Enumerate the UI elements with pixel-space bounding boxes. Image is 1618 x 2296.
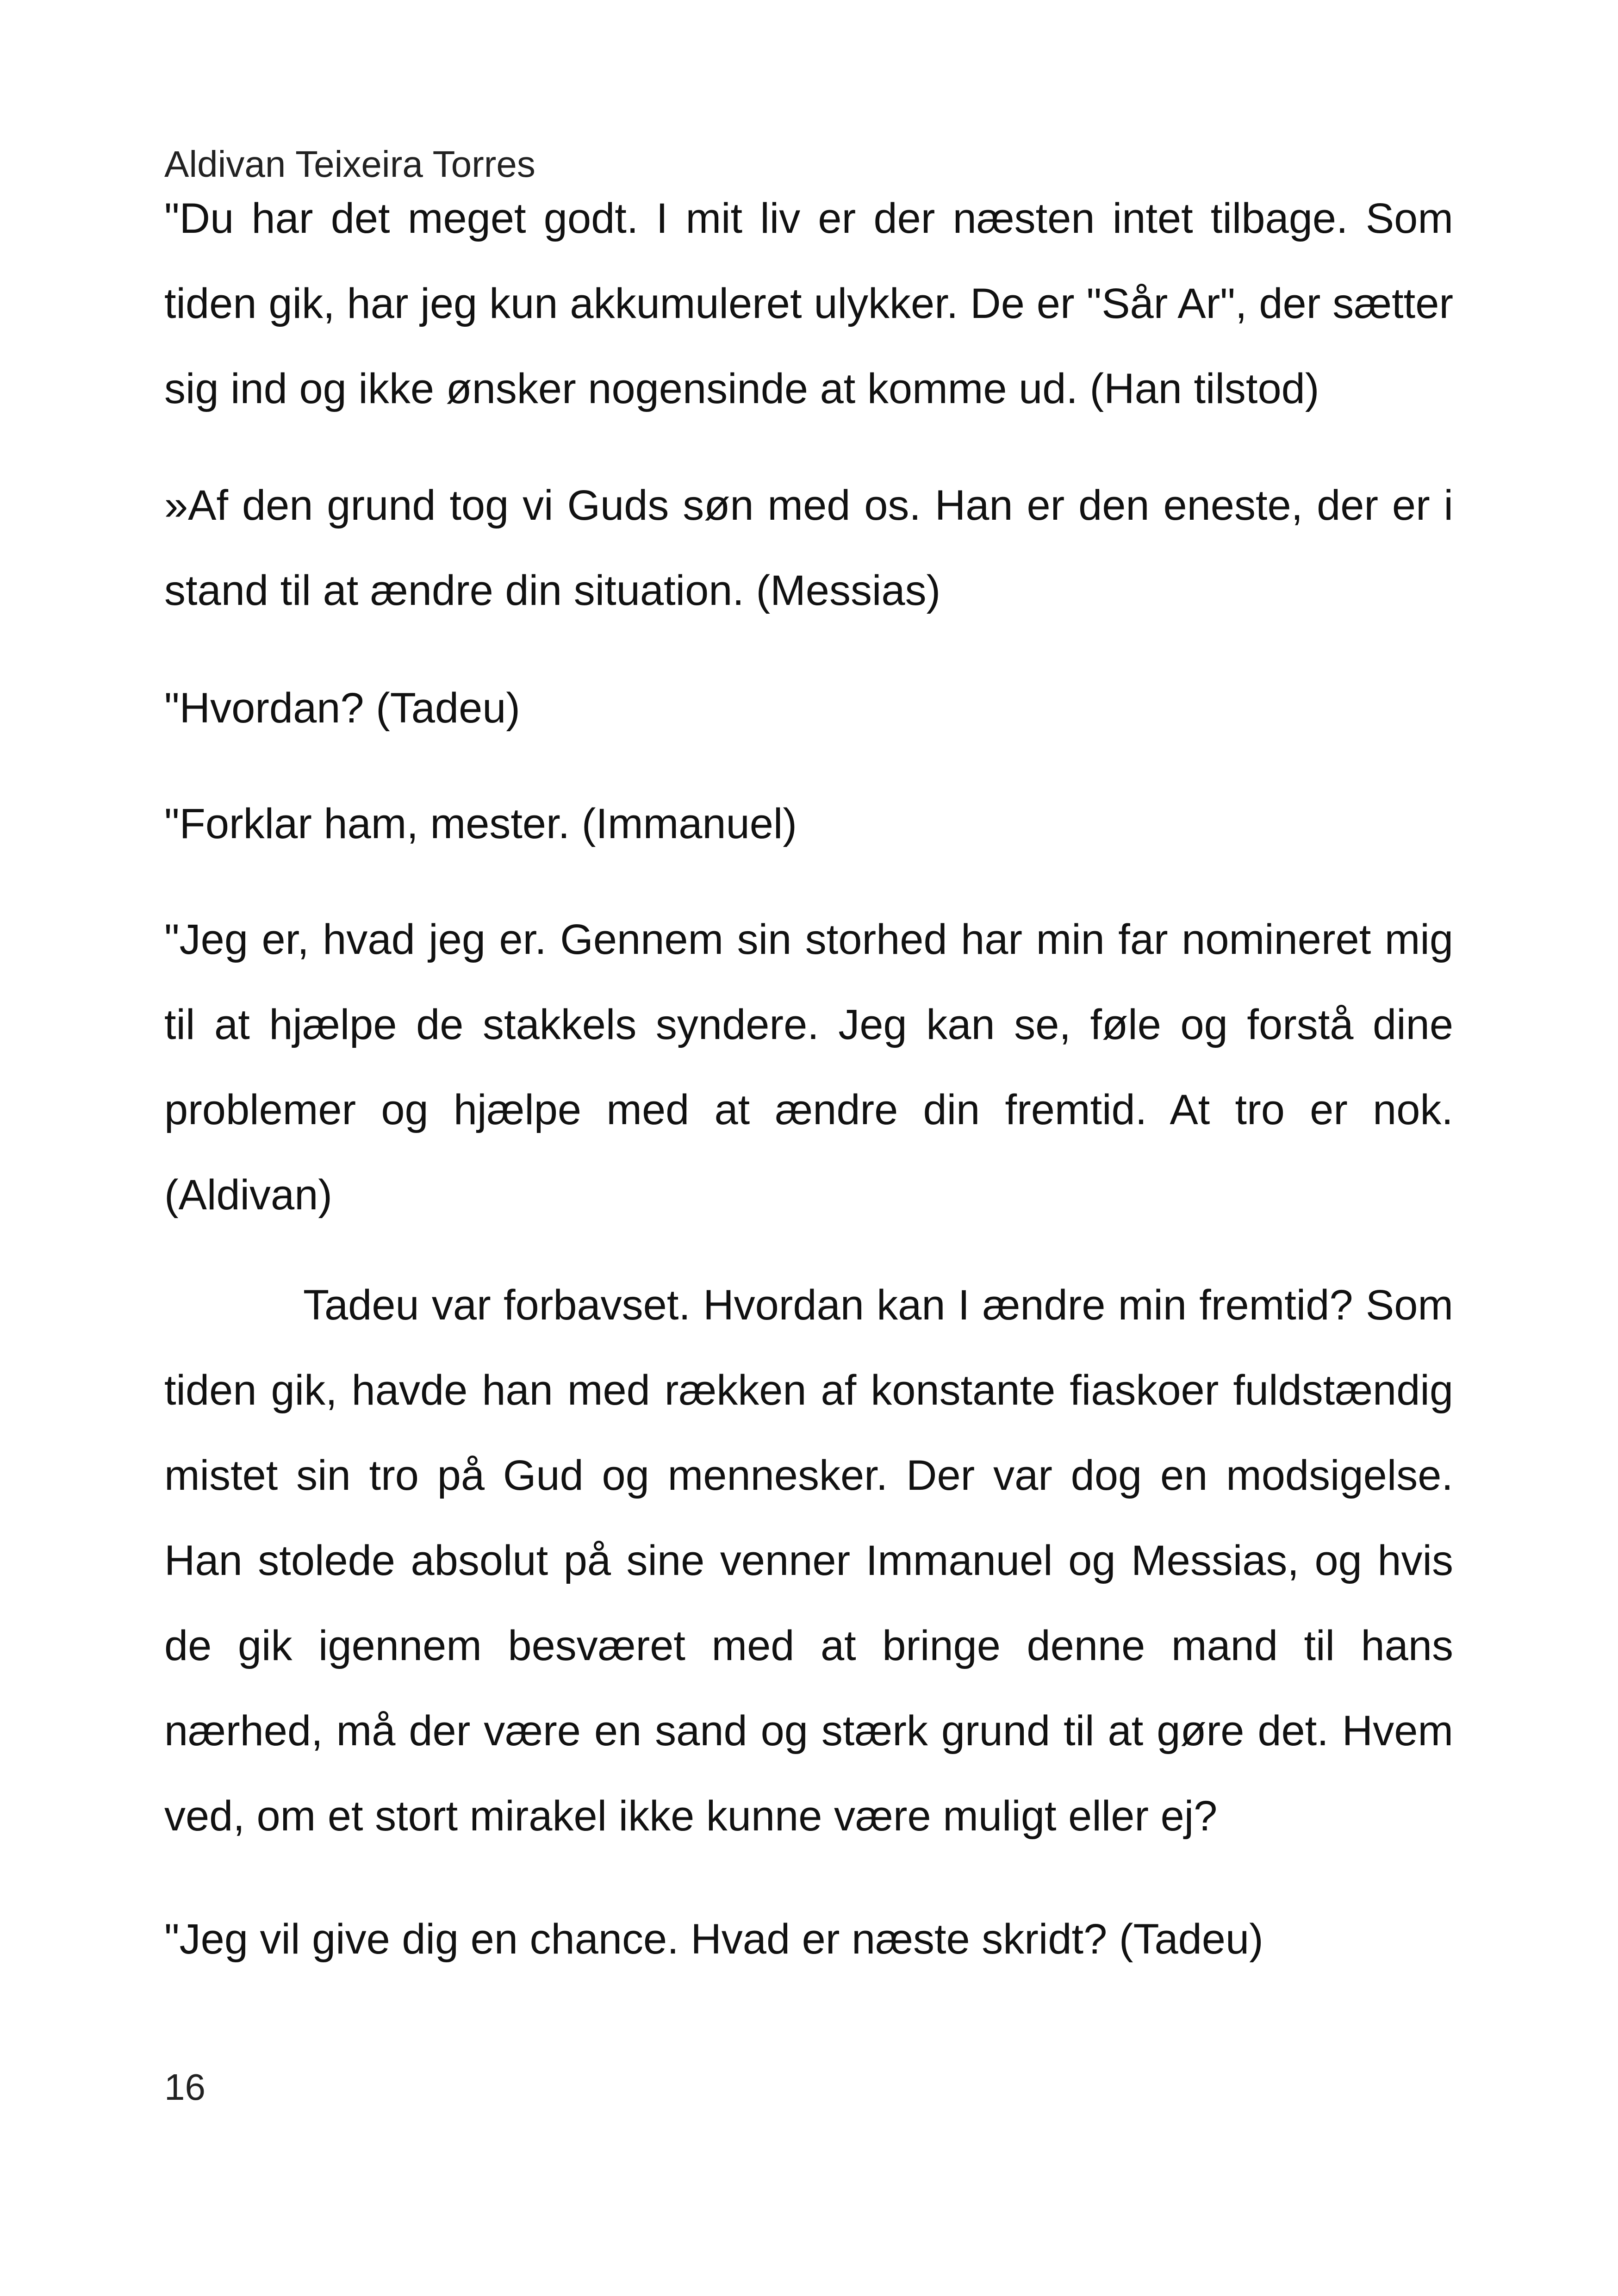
paragraph-text: "Jeg vil give dig en chance. Hvad er næste skridt? (Tadeu) (164, 1916, 1263, 1963)
paragraph-text: Tadeu var forbavset. Hvordan kan I ændre min fremtid? Som tiden gik, havde han med rækken af konstante fiaskoer fuldstændig mistet sin tro på Gud og mennesker. Der var dog en modsigelse. Han stolede absolut på sine venner Immanuel og Messias, og hvis de gik igennem besværet med at bringe denne mand til hans nærhed, må der være en sand og stærk grund til at gøre det. Hvem ved, om et stort mirakel ikke kunne være muligt eller ej? (164, 1282, 1453, 1840)
paragraph-2 (164, 463, 1453, 633)
paragraph-text: "Hvordan? (Tadeu) (164, 684, 521, 732)
paragraph-3 (164, 666, 1453, 751)
paragraph-text: "Du har det meget godt. I mit liv er der næsten intet tilbage. Som tiden gik, har jeg kun akkumuleret ulykker. De er "Sår Ar", der sætter sig ind og ikke ønsker nogensinde at komme ud. (Han tilstod) (164, 195, 1453, 412)
paragraph-4 (164, 781, 1453, 866)
running-header-author: Aldivan Teixeira Torres (164, 143, 535, 185)
paragraph-text: "Jeg er, hvad jeg er. Gennem sin storhed har min far nomineret mig til at hjælpe de stakkels syndere. Jeg kan se, føle og forstå dine problemer og hjælpe med at ændre din fremtid. At tro er nok. (Aldivan) (164, 916, 1453, 1219)
paragraph-7 (164, 1897, 1453, 1982)
paragraph-5 (164, 897, 1453, 1238)
paragraph-6 (164, 1263, 1453, 1859)
paragraph-text: "Forklar ham, mester. (Immanuel) (164, 800, 797, 847)
page-number: 16 (164, 2066, 205, 2108)
paragraph-1 (164, 176, 1453, 431)
paragraph-text: »Af den grund tog vi Guds søn med os. Han er den eneste, der er i stand til at ændre din situation. (Messias) (164, 482, 1453, 614)
